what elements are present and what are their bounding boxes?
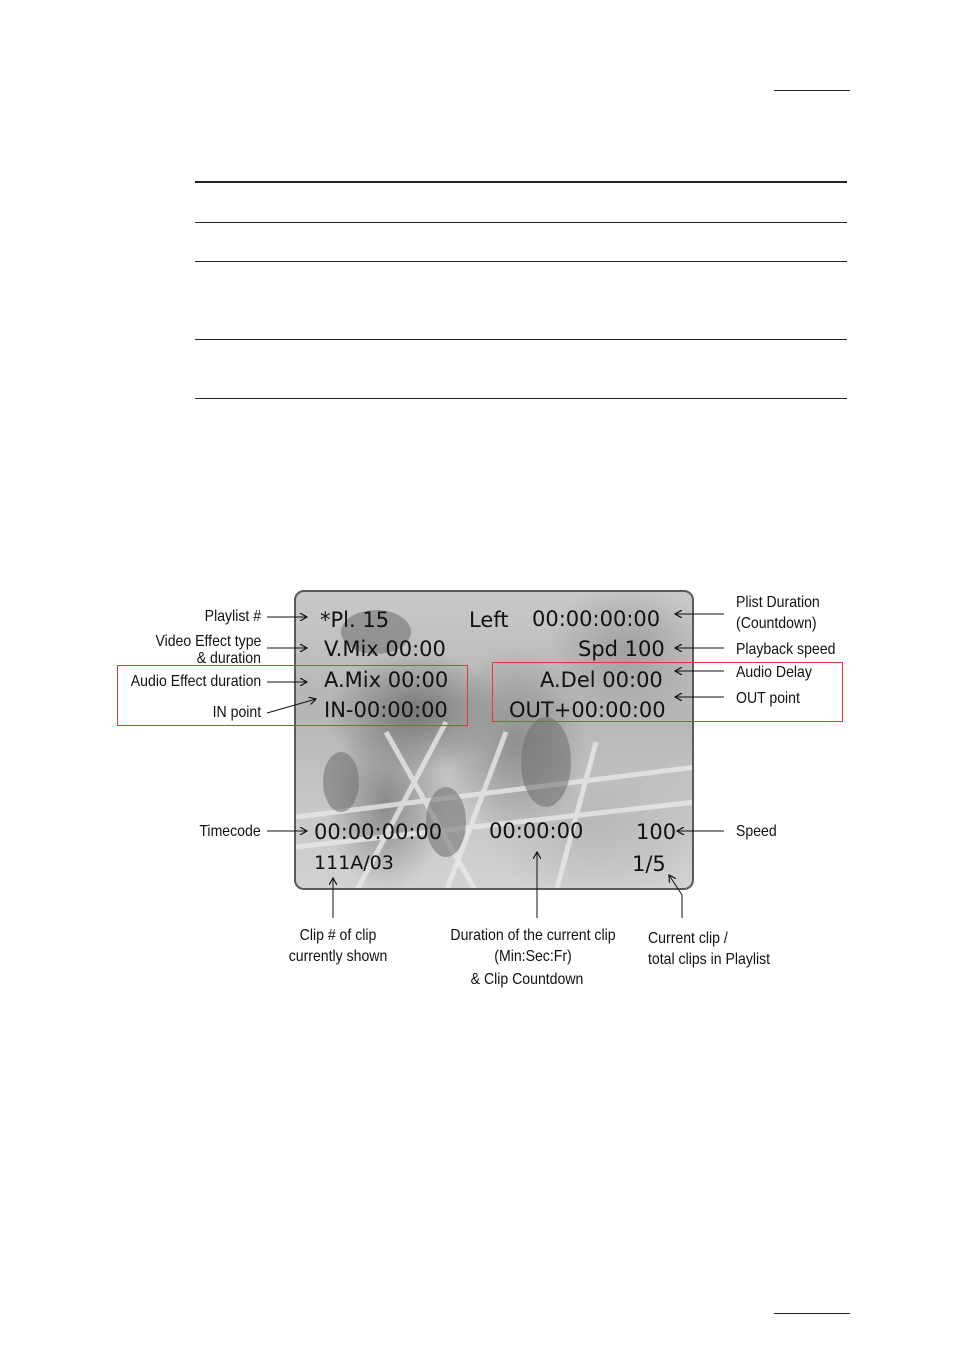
osd-playlist: *Pl. 15 <box>320 608 390 632</box>
callout-speed: Speed <box>736 823 777 840</box>
osd-timecode: 00:00:00:00 <box>314 820 443 844</box>
callout-video-effect-1: Video Effect type <box>155 633 261 650</box>
callout-timecode: Timecode <box>199 823 261 840</box>
osd-out-point: OUT+00:00:00 <box>509 698 666 722</box>
osd-left-label: Left <box>469 608 509 632</box>
osd-audio-effect: A.Mix 00:00 <box>324 668 449 692</box>
callout-plist-duration-2: (Countdown) <box>736 615 817 632</box>
callout-current-clip-2: total clips in Playlist <box>648 951 771 968</box>
osd-playback-speed: Spd 100 <box>578 637 665 661</box>
callout-clip-duration-3: & Clip Countdown <box>470 971 584 988</box>
osd-in-point: IN-00:00:00 <box>324 698 448 722</box>
callout-audio-delay: Audio Delay <box>736 664 812 681</box>
callout-in-point: IN point <box>212 704 261 721</box>
arrow-in-point <box>267 699 316 713</box>
callout-playback-speed: Playback speed <box>736 641 836 658</box>
arrow-current-clip <box>669 875 682 918</box>
callout-playlist-number: Playlist # <box>204 608 261 625</box>
callout-clip-shown-2: currently shown <box>288 948 388 965</box>
osd-video-effect: V.Mix 00:00 <box>324 637 446 661</box>
osd-plist-duration: 00:00:00:00 <box>532 607 661 631</box>
callout-clip-duration-1: Duration of the current clip <box>450 927 616 944</box>
callout-clip-duration-2: (Min:Sec:Fr) <box>494 948 572 965</box>
callout-plist-duration-1: Plist Duration <box>736 594 820 611</box>
callout-current-clip-1: Current clip / <box>648 930 728 947</box>
callout-video-effect-2: & duration <box>196 650 261 667</box>
osd-audio-delay: A.Del 00:00 <box>540 668 663 692</box>
osd-clip-duration: 00:00:00 <box>489 819 584 843</box>
osd-clip-number: 111A/03 <box>314 852 394 874</box>
callout-out-point: OUT point <box>736 690 800 707</box>
osd-speed: 100 <box>636 820 677 844</box>
callout-audio-effect: Audio Effect duration <box>130 673 261 690</box>
callout-clip-shown-1: Clip # of clip <box>299 927 377 944</box>
osd-clip-position: 1/5 <box>632 852 666 876</box>
